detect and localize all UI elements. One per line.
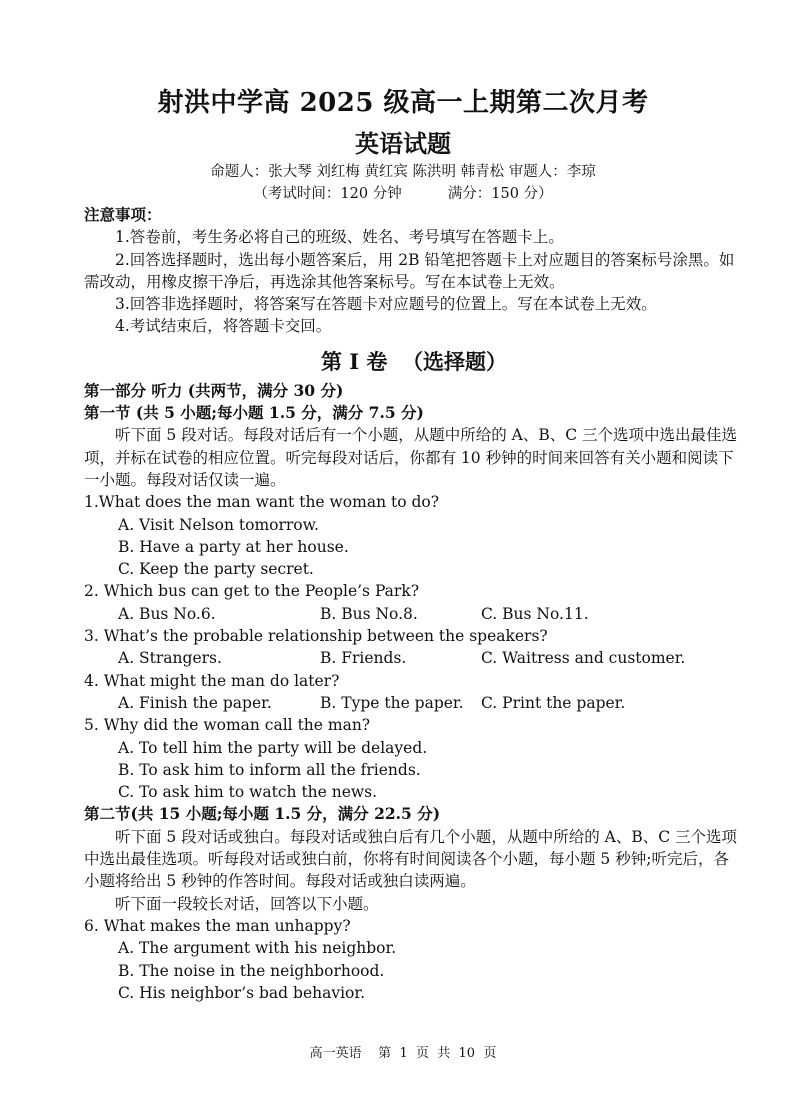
exam-title: 射洪中学高 2025 级高一上期第二次月考 (157, 88, 649, 118)
question-6: 6. What makes the man unhappy? (84, 916, 351, 935)
time-info: （考试时间：120 分钟 满分：150 分） (253, 186, 553, 202)
option: A. Bus No.6. (118, 604, 216, 623)
option: C. Waitress and customer. (481, 649, 686, 668)
question-3: 3. What’s the probable relationship between the speakers? (84, 627, 548, 646)
option: A. Finish the paper. (118, 693, 272, 712)
authors-line: 命题人：张大琴 刘红梅 黄红宾 陈洪明 韩青松 审题人：李琼 (210, 164, 596, 180)
section-instruction: 听下面 5 段对话或独白。每段对话或独白后有几个小题，从题中所给的 A、B、C 三个选项中选出最佳选项。听每段对话或独白前，你将有时间阅读各个小题，每小题 5 秒钟;听完后，各小题将给出 5 秒钟的作答时间。每段对话或独白读两遍。 (84, 827, 738, 891)
notice-item: 2.回答选择题时，选出每小题答案后，用 2B 铅笔把答题卡上对应题目的答案标号涂黑。如需改动，用橡皮擦干净后，再选涂其他答案标号。写在本试卷上无效。 (84, 250, 735, 291)
option: C. Print the paper. (481, 693, 626, 712)
sub-instruction: 听下面一段较长对话，回答以下小题。 (115, 894, 379, 913)
notice-heading: 注意事项： (84, 205, 162, 224)
option: A. The argument with his neighbor. (118, 939, 397, 958)
page-footer: 高一英语 第 1 页 共 10 页 (309, 1046, 497, 1061)
section-heading: 第一节 (共 5 小题;每小题 1.5 分，满分 7.5 分) (84, 403, 424, 423)
part-title: 第 I 卷 （选择题） (320, 348, 508, 374)
option: C. To ask him to watch the news. (118, 783, 378, 802)
option: B. The noise in the neighborhood. (118, 961, 385, 980)
question-5: 5. Why did the woman call the man? (84, 716, 371, 735)
notice-item: 1.答卷前，考生务必将自己的班级、姓名、考号填写在答题卡上。 (115, 228, 564, 247)
option: B. To ask him to inform all the friends. (118, 760, 421, 779)
exam-body (84, 204, 744, 1004)
options-row (84, 647, 744, 669)
option: C. Bus No.11. (481, 604, 589, 623)
question-2: 2. Which bus can get to the People’s Park? (84, 582, 420, 601)
option: A. Visit Nelson tomorrow. (118, 515, 319, 534)
question-4: 4. What might the man do later? (84, 671, 340, 690)
section-instruction: 听下面 5 段对话。每段对话后有一个小题，从题中所给的 A、B、C 三个选项中选出最佳选项，并标在试卷的相应位置。听完每段对话后，你都有 10 秒钟的时间来回答有关小题和阅读下一小题。每段对话仅读一遍。 (84, 426, 738, 489)
option: B. Type the paper. (320, 693, 464, 712)
option: A. To tell him the party will be delayed. (118, 738, 428, 757)
option: C. His neighbor’s bad behavior. (118, 983, 366, 1002)
option: B. Friends. (320, 649, 407, 668)
notice-item: 4.考试结束后，将答题卡交回。 (115, 317, 332, 336)
option: A. Strangers. (118, 649, 222, 668)
option: C. Keep the party secret. (118, 560, 314, 579)
notice-item: 3.回答非选择题时，将答案写在答题卡对应题号的位置上。写在本试卷上无效。 (115, 295, 657, 314)
part-heading: 第一部分 听力 (共两节，满分 30 分) (84, 380, 344, 400)
options-row (84, 603, 744, 625)
option: B. Bus No.8. (320, 604, 418, 623)
section-heading: 第二节(共 15 小题;每小题 1.5 分，满分 22.5 分) (84, 804, 441, 824)
question-1: 1.What does the man want the woman to do? (84, 493, 440, 512)
options-row (84, 692, 744, 714)
exam-subtitle: 英语试题 (355, 129, 451, 158)
option: B. Have a party at her house. (118, 537, 349, 556)
